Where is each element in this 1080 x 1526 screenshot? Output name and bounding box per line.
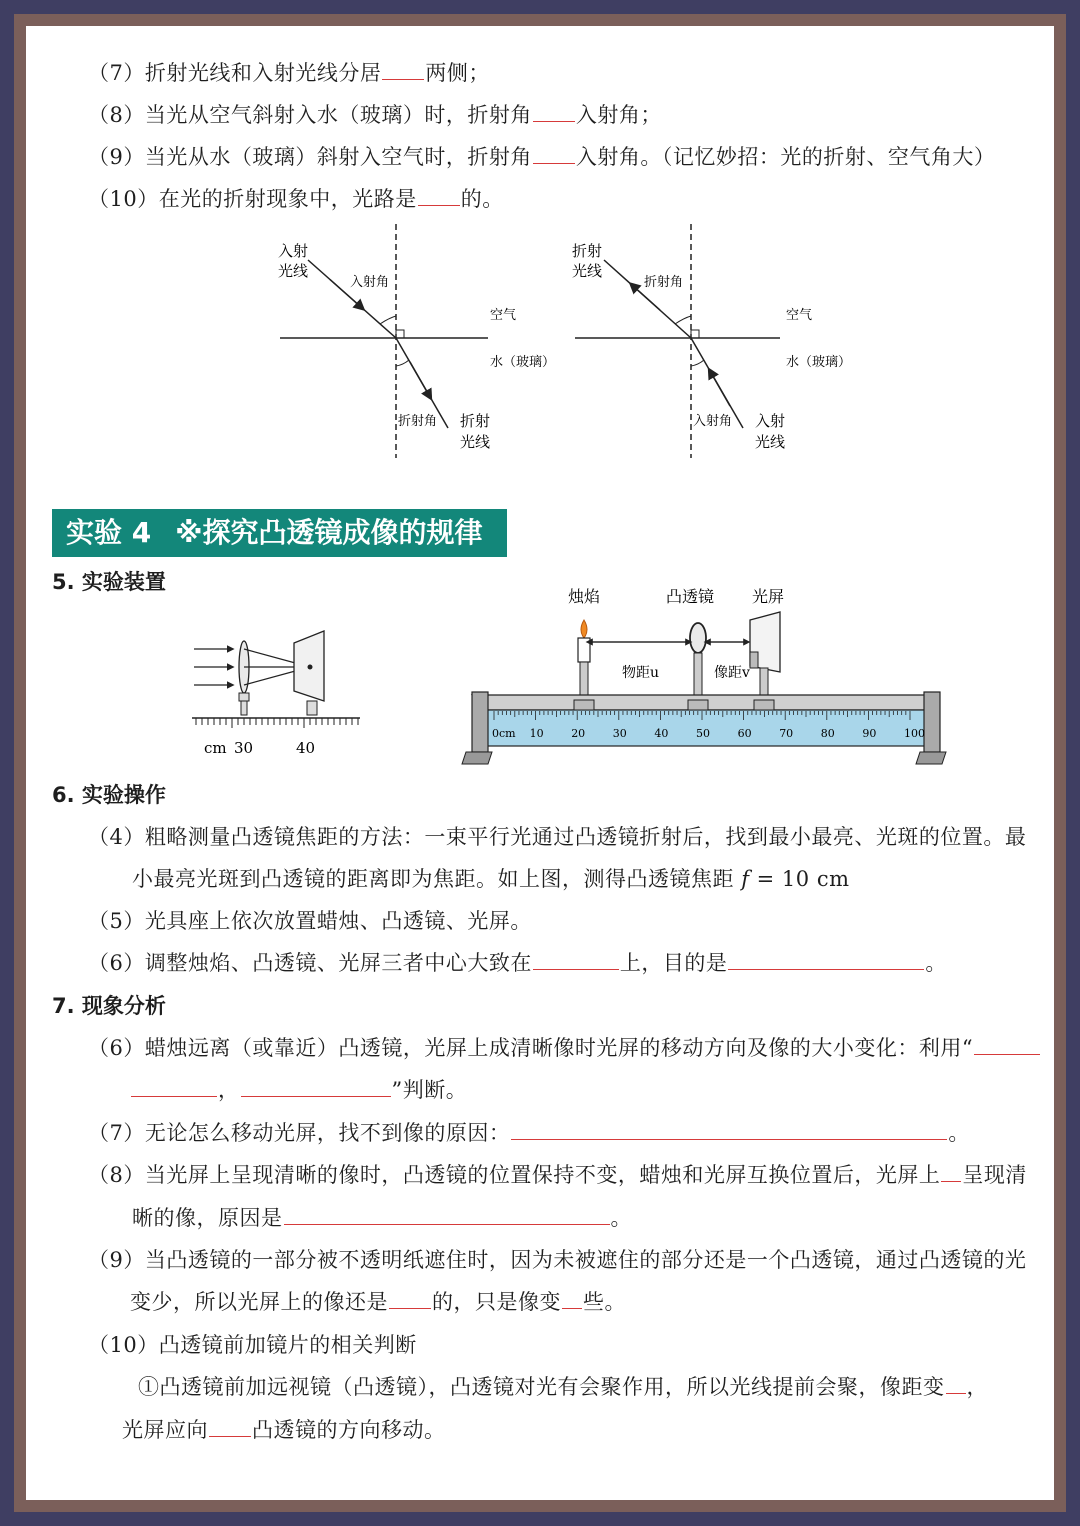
op6-text-a: （6）调整烛焰、凸透镜、光屏三者中心大致在 <box>88 951 532 975</box>
an10-text-c: 光屏应向 <box>122 1418 208 1442</box>
analysis-8-line-1 <box>88 1160 1027 1190</box>
scale-label: 90 <box>862 727 877 740</box>
focal-length-setup <box>190 625 370 757</box>
label-refraction-angle: 折射角 <box>644 275 684 290</box>
an7-text: （7）无论怎么移动光屏，找不到像的原因： <box>88 1121 511 1145</box>
an7-end: 。 <box>948 1121 970 1145</box>
scale-label: 80 <box>820 727 835 740</box>
analysis-6-line-2 <box>130 1075 467 1105</box>
heading-operation: 6. 实验操作 <box>52 783 166 807</box>
answer-blank[interactable] <box>389 1288 431 1309</box>
scale-label: 20 <box>571 727 586 740</box>
item-text: （7）折射光线和入射光线分居 <box>88 61 382 85</box>
label-water: 水（玻璃） <box>490 355 556 370</box>
analysis-10: （10）凸透镜前加镜片的相关判断 <box>88 1333 417 1357</box>
an6-text: （6）蜡烛远离（或靠近）凸透镜，光屏上成清晰像时光屏的移动方向及像的大小变化：利用“ <box>88 1036 974 1060</box>
answer-blank[interactable] <box>533 101 575 122</box>
operation-4-line-2 <box>132 864 850 894</box>
focal-value: = 10 cm <box>756 867 850 891</box>
answer-blank[interactable] <box>533 143 575 164</box>
scale-label: 60 <box>737 727 752 740</box>
an9-text-b: 的，只是像变 <box>432 1290 561 1314</box>
scale-label: 50 <box>696 727 710 740</box>
optical-bench <box>458 580 948 770</box>
operation-4-line-1: （4）粗略测量凸透镜焦距的方法：一束平行光通过凸透镜折射后，找到最小最亮、光斑的位置。最 <box>88 825 1027 849</box>
scale-label: 70 <box>779 727 794 740</box>
op6-text-b: 上，目的是 <box>619 951 728 975</box>
answer-blank[interactable] <box>209 1416 251 1437</box>
refraction-item-8 <box>88 100 662 130</box>
label-water: 水（玻璃） <box>786 355 852 370</box>
an8-end: 。 <box>610 1206 632 1230</box>
answer-blank[interactable] <box>382 59 424 80</box>
label-incident-ray-2: 光线 <box>278 262 309 280</box>
heading-setup: 5. 实验装置 <box>52 570 166 594</box>
label-incident-angle: 入射角 <box>693 414 733 429</box>
op6-text-c: 。 <box>925 951 947 975</box>
diagram-right <box>572 224 851 458</box>
answer-blank[interactable] <box>511 1119 947 1140</box>
label-screen: 光屏 <box>752 587 785 606</box>
scale-label: 0cm <box>492 727 516 740</box>
label-object-distance: 物距u <box>622 665 660 681</box>
item-text: 的。 <box>460 187 504 211</box>
refraction-diagrams <box>270 222 870 462</box>
label-refracted-ray-2: 光线 <box>572 262 603 280</box>
label-incident-ray-2: 光线 <box>755 433 786 451</box>
an10-text-a: ①凸透镜前加远视镜（凸透镜），凸透镜对光有会聚作用，所以光线提前会聚，像距变 <box>138 1375 945 1399</box>
item-text: （10）在光的折射现象中，光路是 <box>88 187 417 211</box>
an10-text-b: ， <box>966 1375 988 1399</box>
label-refraction-angle: 折射角 <box>398 414 438 429</box>
label-refracted-ray: 折射 <box>460 412 491 430</box>
answer-blank[interactable] <box>241 1076 391 1097</box>
label-refracted-ray-2: 光线 <box>460 433 491 451</box>
section-title: ※探究凸透镜成像的规律 <box>175 516 483 549</box>
analysis-10-1-line-2 <box>122 1415 446 1445</box>
section-number: 实验 4 <box>66 516 152 549</box>
scale-label: 30 <box>612 727 627 740</box>
operation-6 <box>88 948 947 978</box>
an8-text-c: 晰的像，原因是 <box>132 1206 283 1230</box>
analysis-7 <box>88 1118 970 1148</box>
label-air: 空气 <box>786 308 813 323</box>
scale-label: 100 <box>904 727 925 740</box>
an6-end: ”判断。 <box>391 1078 468 1102</box>
item-text: （8）当光从空气斜射入水（玻璃）时，折射角 <box>88 103 532 127</box>
scale-mark-30: 30 <box>234 739 254 757</box>
an6-comma: ， <box>218 1078 240 1102</box>
an10-text-d: 凸透镜的方向移动。 <box>252 1418 446 1442</box>
analysis-6-line-1 <box>88 1033 1041 1063</box>
an8-text-a: （8）当光屏上呈现清晰的像时，凸透镜的位置保持不变，蜡烛和光屏互换位置后，光屏上 <box>88 1163 941 1187</box>
refraction-item-9 <box>88 142 995 172</box>
analysis-9-line-1: （9）当凸透镜的一部分被不透明纸遮住时，因为未被遮住的部分还是一个凸透镜，通过凸透镜的光 <box>88 1248 1027 1272</box>
answer-blank[interactable] <box>284 1204 610 1225</box>
label-air: 空气 <box>490 308 517 323</box>
an9-text-a: 变少，所以光屏上的像还是 <box>130 1290 388 1314</box>
item-text: （9）当光从水（玻璃）斜射入空气时，折射角 <box>88 145 532 169</box>
heading-analysis: 7. 现象分析 <box>52 994 166 1018</box>
label-lens: 凸透镜 <box>666 587 715 606</box>
scale-label: 10 <box>529 727 544 740</box>
analysis-8-line-2 <box>132 1203 632 1233</box>
scale-unit: cm <box>204 739 227 757</box>
answer-blank[interactable] <box>418 185 460 206</box>
focal-symbol: f <box>741 867 750 891</box>
answer-blank[interactable] <box>533 949 619 970</box>
answer-blank[interactable] <box>941 1161 961 1182</box>
op4-text: 小最亮光斑到凸透镜的距离即为焦距。如上图，测得凸透镜焦距 <box>132 867 734 891</box>
item-text: 入射角； <box>575 103 662 127</box>
answer-blank[interactable] <box>946 1373 966 1394</box>
label-image-distance: 像距v <box>714 665 750 681</box>
label-candle: 烛焰 <box>568 587 601 606</box>
scale-mark-40: 40 <box>296 739 316 757</box>
answer-blank[interactable] <box>562 1288 582 1309</box>
operation-5: （5）光具座上依次放置蜡烛、凸透镜、光屏。 <box>88 909 532 933</box>
label-incident-ray: 入射 <box>278 242 309 260</box>
label-incident-ray: 入射 <box>755 412 786 430</box>
section-header <box>52 509 507 557</box>
label-incident-angle: 入射角 <box>350 275 390 290</box>
item-text: 两侧； <box>425 61 490 85</box>
an9-text-c: 些。 <box>583 1290 626 1314</box>
scale-label: 40 <box>654 727 669 740</box>
analysis-9-line-2 <box>130 1287 626 1317</box>
diagram-left <box>278 224 555 458</box>
refraction-item-10 <box>88 184 504 214</box>
refraction-item-7 <box>88 58 490 88</box>
answer-blank[interactable] <box>974 1034 1040 1055</box>
label-refracted-ray: 折射 <box>572 242 603 260</box>
an8-text-b: 呈现清 <box>962 1163 1027 1187</box>
answer-blank[interactable] <box>728 949 924 970</box>
answer-blank[interactable] <box>131 1076 217 1097</box>
analysis-10-1-line-1 <box>138 1372 988 1402</box>
item-text: 入射角。（记忆妙招：光的折射、空气角大） <box>575 145 996 169</box>
